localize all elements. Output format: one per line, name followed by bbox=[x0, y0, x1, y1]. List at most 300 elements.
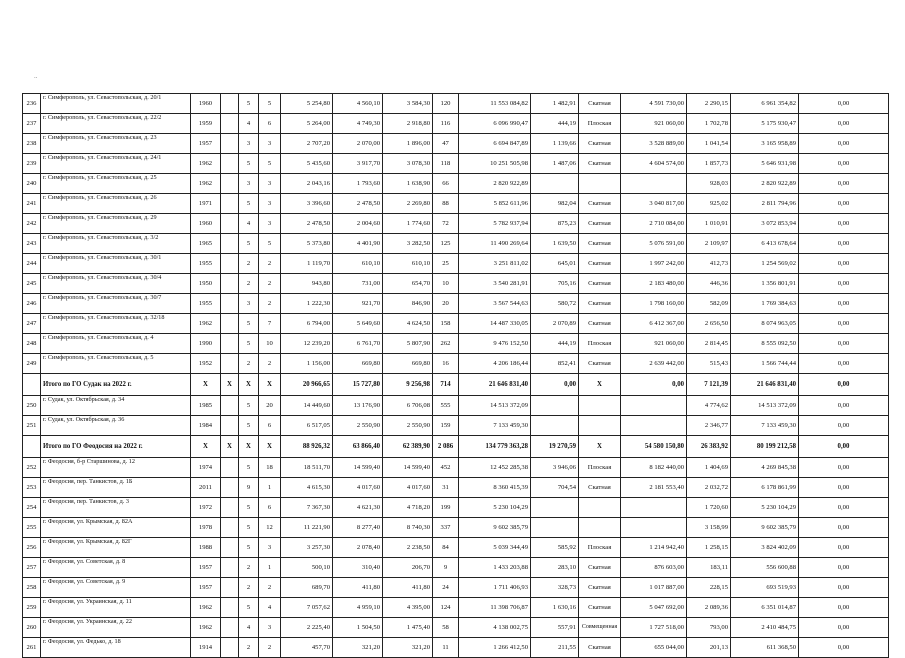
table-row bbox=[23, 154, 889, 174]
cell-roof-area bbox=[531, 498, 579, 518]
cell-roof-cost bbox=[621, 416, 687, 436]
cell-floors: 5 bbox=[239, 458, 259, 478]
cell-entrances: 1 bbox=[259, 558, 281, 578]
table-row bbox=[23, 254, 889, 274]
cell-residents: 262 bbox=[433, 334, 459, 354]
cell-facade-area: 2 089,36 bbox=[687, 598, 731, 618]
cell-facade-area: 1 258,15 bbox=[687, 538, 731, 558]
cell-roof-cost: 1 727 518,00 bbox=[621, 618, 687, 638]
cell-extra-cost: 0,00 bbox=[799, 538, 889, 558]
cell-roof-cost: 4 591 730,00 bbox=[621, 94, 687, 114]
cell-roof-area: 328,73 bbox=[531, 578, 579, 598]
cell-row-number: 246 bbox=[23, 294, 41, 314]
cell-total-cost: 3 251 811,02 bbox=[459, 254, 531, 274]
cell-build-year: 1988 bbox=[191, 538, 221, 558]
cell-roof-type bbox=[579, 396, 621, 416]
cell-living-area: 310,40 bbox=[333, 558, 383, 578]
cell-total-area: 3 257,30 bbox=[281, 538, 333, 558]
cell-roof-cost bbox=[621, 396, 687, 416]
cell-other-cost: 6 178 861,99 bbox=[731, 478, 799, 498]
cell-residents: 125 bbox=[433, 234, 459, 254]
cell-build-year: 1962 bbox=[191, 154, 221, 174]
cell-living-area: 321,20 bbox=[333, 638, 383, 658]
total-row bbox=[23, 374, 889, 396]
cell-floors: 2 bbox=[239, 558, 259, 578]
cell-floors: 5 bbox=[239, 334, 259, 354]
cell-residential-area: 14 599,40 bbox=[383, 458, 433, 478]
cell-residential-area: 669,80 bbox=[383, 354, 433, 374]
cell-total-cost: 21 646 831,40 bbox=[459, 374, 531, 396]
cell-extra-cost: 0,00 bbox=[799, 498, 889, 518]
cell-floors: X bbox=[239, 374, 259, 396]
cell-extra-cost: 0,00 bbox=[799, 638, 889, 658]
cell-roof-cost: 8 182 440,00 bbox=[621, 458, 687, 478]
cell-total-area: 689,70 bbox=[281, 578, 333, 598]
cell-roof-cost: 4 604 574,00 bbox=[621, 154, 687, 174]
table-row bbox=[23, 174, 889, 194]
cell-other-cost: 6 413 678,64 bbox=[731, 234, 799, 254]
cell-residents: 124 bbox=[433, 598, 459, 618]
cell-other-cost: 5 175 930,47 bbox=[731, 114, 799, 134]
cell-living-area: 2 078,40 bbox=[333, 538, 383, 558]
cell-address: г. Феодосия, б-р Старшинова, д. 12 bbox=[41, 458, 191, 478]
cell-extra-cost: 0,00 bbox=[799, 598, 889, 618]
cell-material bbox=[221, 234, 239, 254]
cell-other-cost: 7 133 459,30 bbox=[731, 416, 799, 436]
cell-total-area: 943,80 bbox=[281, 274, 333, 294]
cell-roof-cost: 1 798 160,00 bbox=[621, 294, 687, 314]
cell-other-cost: 5 230 104,29 bbox=[731, 498, 799, 518]
table-row bbox=[23, 598, 889, 618]
cell-row-number: 260 bbox=[23, 618, 41, 638]
cell-extra-cost: 0,00 bbox=[799, 354, 889, 374]
cell-roof-area bbox=[531, 416, 579, 436]
cell-total-cost: 4 138 002,75 bbox=[459, 618, 531, 638]
cell-facade-area: 4 774,62 bbox=[687, 396, 731, 416]
cell-row-number: 241 bbox=[23, 194, 41, 214]
cell-material bbox=[221, 254, 239, 274]
cell-extra-cost: 0,00 bbox=[799, 114, 889, 134]
cell-total-area: 2 707,20 bbox=[281, 134, 333, 154]
cell-build-year: 1972 bbox=[191, 498, 221, 518]
cell-roof-type bbox=[579, 416, 621, 436]
cell-total-cost: 1 266 412,50 bbox=[459, 638, 531, 658]
cell-row-number: 248 bbox=[23, 334, 41, 354]
cell-facade-area: 228,15 bbox=[687, 578, 731, 598]
cell-residential-area: 62 389,90 bbox=[383, 436, 433, 458]
cell-facade-area: 1 041,54 bbox=[687, 134, 731, 154]
cell-total-area: 6 517,05 bbox=[281, 416, 333, 436]
cell-other-cost: 8 074 963,05 bbox=[731, 314, 799, 334]
cell-material bbox=[221, 518, 239, 538]
cell-roof-cost: 2 183 480,00 bbox=[621, 274, 687, 294]
cell-roof-area: 705,16 bbox=[531, 274, 579, 294]
cell-extra-cost: 0,00 bbox=[799, 154, 889, 174]
cell-roof-type: Плоская bbox=[579, 538, 621, 558]
cell-row-number: 240 bbox=[23, 174, 41, 194]
cell-address: г. Феодосия, ул. Федько, д. 18 bbox=[41, 638, 191, 658]
cell-living-area: 3 917,70 bbox=[333, 154, 383, 174]
cell-roof-area: 645,01 bbox=[531, 254, 579, 274]
cell-other-cost: 2 811 794,96 bbox=[731, 194, 799, 214]
cell-roof-cost: 1 214 942,40 bbox=[621, 538, 687, 558]
cell-entrances: 6 bbox=[259, 498, 281, 518]
cell-build-year: 1990 bbox=[191, 334, 221, 354]
cell-entrances: 2 bbox=[259, 294, 281, 314]
cell-roof-type: Скатная bbox=[579, 154, 621, 174]
cell-roof-type: Скатная bbox=[579, 314, 621, 334]
cell-extra-cost: 0,00 bbox=[799, 294, 889, 314]
cell-residential-area: 1 638,90 bbox=[383, 174, 433, 194]
cell-living-area: 63 866,40 bbox=[333, 436, 383, 458]
cell-total-cost: 5 852 611,96 bbox=[459, 194, 531, 214]
cell-entrances: 5 bbox=[259, 94, 281, 114]
cell-total-area: 1 222,30 bbox=[281, 294, 333, 314]
cell-material bbox=[221, 174, 239, 194]
cell-build-year: 1952 bbox=[191, 354, 221, 374]
cell-residents: 20 bbox=[433, 294, 459, 314]
cell-floors: 5 bbox=[239, 194, 259, 214]
cell-address: г. Симферополь, ул. Севастопольская, д. 22/2 bbox=[41, 114, 191, 134]
cell-residential-area: 846,90 bbox=[383, 294, 433, 314]
cell-entrances: 12 bbox=[259, 518, 281, 538]
cell-residents: 714 bbox=[433, 374, 459, 396]
cell-total-cost: 7 133 459,30 bbox=[459, 416, 531, 436]
cell-total-cost: 10 251 505,98 bbox=[459, 154, 531, 174]
cell-roof-type bbox=[579, 498, 621, 518]
cell-other-cost: 8 555 092,50 bbox=[731, 334, 799, 354]
cell-extra-cost: 0,00 bbox=[799, 478, 889, 498]
cell-extra-cost: 0,00 bbox=[799, 94, 889, 114]
cell-extra-cost: 0,00 bbox=[799, 558, 889, 578]
cell-residents: 118 bbox=[433, 154, 459, 174]
cell-other-cost: 6 961 354,82 bbox=[731, 94, 799, 114]
cell-residents: 116 bbox=[433, 114, 459, 134]
cell-material bbox=[221, 478, 239, 498]
cell-facade-area: 1 857,73 bbox=[687, 154, 731, 174]
cell-residents: 337 bbox=[433, 518, 459, 538]
cell-facade-area: 2 656,50 bbox=[687, 314, 731, 334]
cell-floors: 5 bbox=[239, 498, 259, 518]
cell-living-area: 4 749,30 bbox=[333, 114, 383, 134]
cell-facade-area: 2 032,72 bbox=[687, 478, 731, 498]
cell-other-cost: 80 199 212,58 bbox=[731, 436, 799, 458]
table-row bbox=[23, 94, 889, 114]
cell-facade-area: 183,11 bbox=[687, 558, 731, 578]
cell-extra-cost: 0,00 bbox=[799, 314, 889, 334]
table-row bbox=[23, 416, 889, 436]
cell-total-cost: 8 360 415,39 bbox=[459, 478, 531, 498]
cell-floors: 3 bbox=[239, 294, 259, 314]
cell-entrances: X bbox=[259, 374, 281, 396]
table-row bbox=[23, 638, 889, 658]
cell-living-area: 411,80 bbox=[333, 578, 383, 598]
table-row bbox=[23, 274, 889, 294]
cell-floors: 5 bbox=[239, 416, 259, 436]
cell-build-year: 1985 bbox=[191, 396, 221, 416]
cell-roof-cost bbox=[621, 518, 687, 538]
cell-address: г. Феодосия, пер. Танкистов, д. 3 bbox=[41, 498, 191, 518]
cell-extra-cost: 0,00 bbox=[799, 518, 889, 538]
cell-roof-cost: 2 639 442,00 bbox=[621, 354, 687, 374]
cell-facade-area: 201,13 bbox=[687, 638, 731, 658]
cell-roof-cost: 1 997 242,00 bbox=[621, 254, 687, 274]
cell-material bbox=[221, 154, 239, 174]
cell-facade-area: 2 109,97 bbox=[687, 234, 731, 254]
cell-entrances: 3 bbox=[259, 194, 281, 214]
cell-material: X bbox=[221, 374, 239, 396]
cell-residential-area: 654,70 bbox=[383, 274, 433, 294]
cell-material bbox=[221, 558, 239, 578]
cell-total-cost: 9 602 385,79 bbox=[459, 518, 531, 538]
cell-entrances: 1 bbox=[259, 478, 281, 498]
cell-facade-area: 1 010,91 bbox=[687, 214, 731, 234]
cell-address: г. Симферополь, ул. Севастопольская, д. 20/1 bbox=[41, 94, 191, 114]
cell-other-cost: 4 269 845,38 bbox=[731, 458, 799, 478]
cell-residential-area: 1 774,60 bbox=[383, 214, 433, 234]
cell-address: г. Симферополь, ул. Севастопольская, д. 30/1 bbox=[41, 254, 191, 274]
cell-row-number: 249 bbox=[23, 354, 41, 374]
cell-living-area: 2 478,50 bbox=[333, 194, 383, 214]
cell-row-number: 244 bbox=[23, 254, 41, 274]
cell-address: г. Симферополь, ул. Севастопольская, д. 5 bbox=[41, 354, 191, 374]
cell-residents: 158 bbox=[433, 314, 459, 334]
cell-roof-cost: 2 181 553,40 bbox=[621, 478, 687, 498]
cell-entrances: 2 bbox=[259, 254, 281, 274]
cell-total-area: 6 794,00 bbox=[281, 314, 333, 334]
cell-extra-cost: 0,00 bbox=[799, 458, 889, 478]
cell-residents: 66 bbox=[433, 174, 459, 194]
cell-living-area: 669,80 bbox=[333, 354, 383, 374]
cell-living-area: 4 560,10 bbox=[333, 94, 383, 114]
cell-residents: 84 bbox=[433, 538, 459, 558]
cell-floors: 2 bbox=[239, 578, 259, 598]
cell-extra-cost: 0,00 bbox=[799, 274, 889, 294]
cell-material bbox=[221, 314, 239, 334]
cell-roof-area bbox=[531, 174, 579, 194]
cell-extra-cost: 0,00 bbox=[799, 618, 889, 638]
cell-living-area: 8 277,40 bbox=[333, 518, 383, 538]
cell-total-cost: 134 779 363,28 bbox=[459, 436, 531, 458]
cell-residential-area: 3 282,50 bbox=[383, 234, 433, 254]
table-row bbox=[23, 334, 889, 354]
cell-facade-area: 582,09 bbox=[687, 294, 731, 314]
cell-residents: 10 bbox=[433, 274, 459, 294]
cell-extra-cost: 0,00 bbox=[799, 334, 889, 354]
cell-build-year: 1960 bbox=[191, 214, 221, 234]
cell-build-year: 1965 bbox=[191, 234, 221, 254]
cell-other-cost: 1 254 569,02 bbox=[731, 254, 799, 274]
cell-build-year: 1960 bbox=[191, 94, 221, 114]
cell-roof-area: 585,92 bbox=[531, 538, 579, 558]
cell-residents: 31 bbox=[433, 478, 459, 498]
cell-residents: 199 bbox=[433, 498, 459, 518]
cell-roof-area: 982,04 bbox=[531, 194, 579, 214]
cell-floors: 2 bbox=[239, 274, 259, 294]
cell-address: г. Симферополь, ул. Севастопольская, д. 30/4 bbox=[41, 274, 191, 294]
cell-residential-area: 4 395,00 bbox=[383, 598, 433, 618]
cell-facade-area: 515,43 bbox=[687, 354, 731, 374]
cell-roof-type: Скатная bbox=[579, 558, 621, 578]
cell-address: г. Симферополь, ул. Севастопольская, д. 4 bbox=[41, 334, 191, 354]
cell-other-cost: 5 646 931,98 bbox=[731, 154, 799, 174]
cell-address: г. Феодосия, ул. Советская, д. 8 bbox=[41, 558, 191, 578]
cell-residents: 120 bbox=[433, 94, 459, 114]
cell-entrances: 2 bbox=[259, 578, 281, 598]
cell-material bbox=[221, 294, 239, 314]
total-row bbox=[23, 436, 889, 458]
cell-material bbox=[221, 638, 239, 658]
cell-address: г. Феодосия, ул. Советская, д. 9 bbox=[41, 578, 191, 598]
cell-build-year: 1955 bbox=[191, 254, 221, 274]
cell-total-area: 3 396,60 bbox=[281, 194, 333, 214]
cell-entrances: 6 bbox=[259, 416, 281, 436]
cell-total-cost: 11 553 084,82 bbox=[459, 94, 531, 114]
cell-extra-cost: 0,00 bbox=[799, 374, 889, 396]
cell-roof-type bbox=[579, 518, 621, 538]
cell-facade-area: 446,36 bbox=[687, 274, 731, 294]
cell-address: г. Симферополь, ул. Севастопольская, д. 32/18 bbox=[41, 314, 191, 334]
cell-residents: 9 bbox=[433, 558, 459, 578]
cell-residential-area: 3 584,30 bbox=[383, 94, 433, 114]
cell-floors: 3 bbox=[239, 134, 259, 154]
cell-total-area: 88 926,32 bbox=[281, 436, 333, 458]
cell-material bbox=[221, 598, 239, 618]
cell-living-area: 15 727,80 bbox=[333, 374, 383, 396]
cell-facade-area: 1 404,69 bbox=[687, 458, 731, 478]
cell-living-area: 2 550,90 bbox=[333, 416, 383, 436]
cell-roof-cost: 5 047 692,00 bbox=[621, 598, 687, 618]
cell-other-cost: 1 356 801,91 bbox=[731, 274, 799, 294]
cell-roof-area: 2 070,89 bbox=[531, 314, 579, 334]
table-row bbox=[23, 194, 889, 214]
cell-extra-cost: 0,00 bbox=[799, 396, 889, 416]
table-row bbox=[23, 538, 889, 558]
cell-roof-cost: 655 044,00 bbox=[621, 638, 687, 658]
cell-facade-area: 793,00 bbox=[687, 618, 731, 638]
cell-entrances: 5 bbox=[259, 154, 281, 174]
cell-extra-cost: 0,00 bbox=[799, 134, 889, 154]
cell-row-number: 258 bbox=[23, 578, 41, 598]
cell-entrances: 2 bbox=[259, 638, 281, 658]
table-row bbox=[23, 518, 889, 538]
cell-residents: 47 bbox=[433, 134, 459, 154]
cell-row-number: 259 bbox=[23, 598, 41, 618]
cell-material bbox=[221, 416, 239, 436]
cell-build-year: 1914 bbox=[191, 638, 221, 658]
cell-row-number: 237 bbox=[23, 114, 41, 134]
cell-floors: 2 bbox=[239, 354, 259, 374]
cell-total-area: 20 966,65 bbox=[281, 374, 333, 396]
cell-total-cost: 3 540 281,91 bbox=[459, 274, 531, 294]
cell-total-area: 11 221,90 bbox=[281, 518, 333, 538]
cell-roof-type: Скатная bbox=[579, 254, 621, 274]
cell-build-year: 1959 bbox=[191, 114, 221, 134]
cell-material bbox=[221, 578, 239, 598]
cell-facade-area: 2 290,15 bbox=[687, 94, 731, 114]
cell-residential-area: 4 718,20 bbox=[383, 498, 433, 518]
cell-address: г. Симферополь, ул. Севастопольская, д. 25 bbox=[41, 174, 191, 194]
cell-floors: 5 bbox=[239, 314, 259, 334]
cell-roof-area: 1 639,50 bbox=[531, 234, 579, 254]
cell-floors: 5 bbox=[239, 94, 259, 114]
cell-build-year: 1962 bbox=[191, 618, 221, 638]
cell-roof-cost: 0,00 bbox=[621, 374, 687, 396]
cell-address: г. Симферополь, ул. Севастопольская, д. 29 bbox=[41, 214, 191, 234]
cell-address: г. Симферополь, ул. Севастопольская, д. 23 bbox=[41, 134, 191, 154]
cell-floors: 3 bbox=[239, 174, 259, 194]
cell-floors: 2 bbox=[239, 254, 259, 274]
cell-roof-cost: 6 412 367,00 bbox=[621, 314, 687, 334]
cell-roof-type: Скатная bbox=[579, 354, 621, 374]
cell-total-area: 457,70 bbox=[281, 638, 333, 658]
cell-roof-area: 1 487,06 bbox=[531, 154, 579, 174]
cell-roof-type: Плоская bbox=[579, 334, 621, 354]
cell-total-cost: 14 513 372,09 bbox=[459, 396, 531, 416]
cell-roof-area: 1 139,66 bbox=[531, 134, 579, 154]
table-row bbox=[23, 234, 889, 254]
cell-row-number: 236 bbox=[23, 94, 41, 114]
cell-entrances: 20 bbox=[259, 396, 281, 416]
cell-address: г. Феодосия, ул. Украинская, д. 11 bbox=[41, 598, 191, 618]
cell-other-cost: 2 820 922,89 bbox=[731, 174, 799, 194]
cell-address: г. Симферополь, ул. Севастопольская, д. 30/7 bbox=[41, 294, 191, 314]
cell-material bbox=[221, 618, 239, 638]
cell-total-area: 2 043,16 bbox=[281, 174, 333, 194]
cell-total-cost: 2 820 922,89 bbox=[459, 174, 531, 194]
cell-total-cost: 12 452 285,38 bbox=[459, 458, 531, 478]
cell-residential-area: 2 550,90 bbox=[383, 416, 433, 436]
cell-extra-cost: 0,00 bbox=[799, 436, 889, 458]
cell-facade-area: 1 702,78 bbox=[687, 114, 731, 134]
cell-address: г. Феодосия, ул. Крымская, д. 82А bbox=[41, 518, 191, 538]
cell-other-cost: 611 368,50 bbox=[731, 638, 799, 658]
cell-total-cost: 1 711 406,93 bbox=[459, 578, 531, 598]
cell-row-number: 252 bbox=[23, 458, 41, 478]
cell-residential-area: 6 706,08 bbox=[383, 396, 433, 416]
cell-other-cost: 3 165 958,89 bbox=[731, 134, 799, 154]
cell-roof-area: 211,55 bbox=[531, 638, 579, 658]
cell-residential-area: 2 918,80 bbox=[383, 114, 433, 134]
cell-floors: X bbox=[239, 436, 259, 458]
cell-row-number: 256 bbox=[23, 538, 41, 558]
cell-build-year: 1978 bbox=[191, 518, 221, 538]
cell-material bbox=[221, 94, 239, 114]
cell-other-cost: 9 602 385,79 bbox=[731, 518, 799, 538]
cell-build-year: 1971 bbox=[191, 194, 221, 214]
cell-facade-area: 1 720,60 bbox=[687, 498, 731, 518]
cell-row-number: 257 bbox=[23, 558, 41, 578]
cell-residents: 16 bbox=[433, 354, 459, 374]
cell-total-area: 12 239,20 bbox=[281, 334, 333, 354]
cell-build-year: X bbox=[191, 436, 221, 458]
cell-other-cost: 693 519,93 bbox=[731, 578, 799, 598]
cell-total-cost: 5 230 104,29 bbox=[459, 498, 531, 518]
cell-row-number: 245 bbox=[23, 274, 41, 294]
cell-total-area: 1 119,70 bbox=[281, 254, 333, 274]
cell-floors: 5 bbox=[239, 598, 259, 618]
cell-total-cost: 11 490 269,64 bbox=[459, 234, 531, 254]
cell-roof-cost: 3 040 817,00 bbox=[621, 194, 687, 214]
cell-facade-area: 2 814,45 bbox=[687, 334, 731, 354]
cell-other-cost: 21 646 831,40 bbox=[731, 374, 799, 396]
cell-roof-cost: 876 603,00 bbox=[621, 558, 687, 578]
table-row bbox=[23, 314, 889, 334]
cell-facade-area: 7 121,39 bbox=[687, 374, 731, 396]
cell-row-number: 255 bbox=[23, 518, 41, 538]
cell-living-area: 4 959,10 bbox=[333, 598, 383, 618]
cell-material bbox=[221, 396, 239, 416]
